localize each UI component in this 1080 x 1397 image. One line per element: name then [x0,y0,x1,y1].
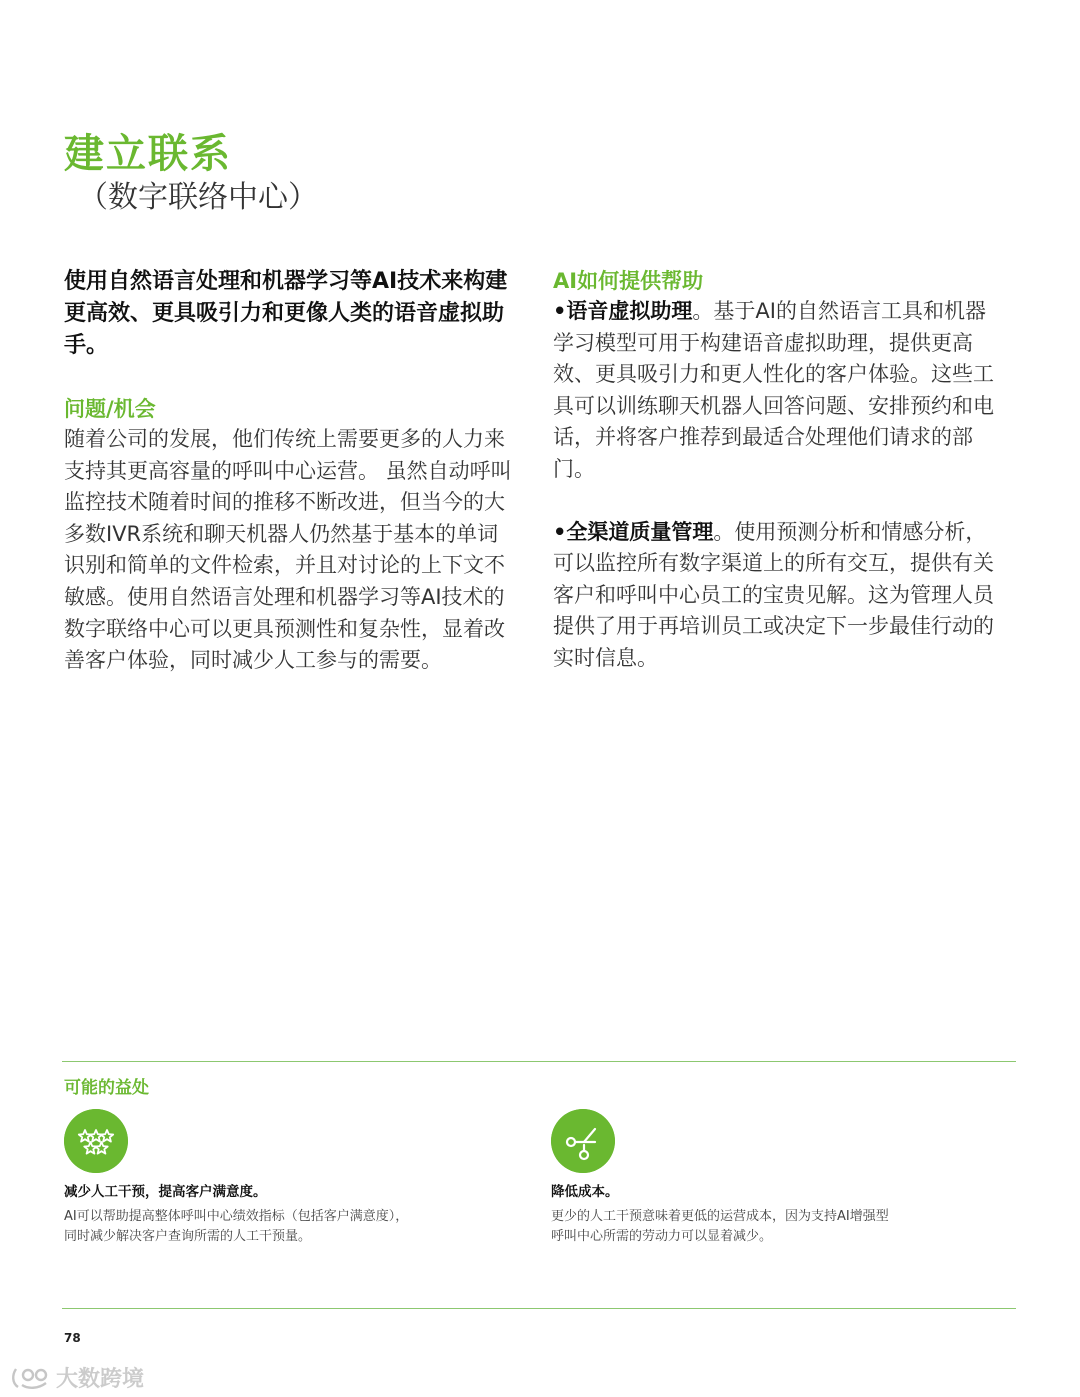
bullet-text: 。基于AI的自然语言工具和机器学习模型可用于构建语音虚拟助理，提供更高效、更具吸引力和更人性化的客户体验。这些工具可以训练聊天机器人回答问题、安排预约和电话，并将客户推荐到最适合处理他们请求的部门。 [553,299,994,481]
page-number: 78 [64,1331,81,1345]
bullet-title: •全渠道质量管理 [553,519,714,544]
divider-bottom [62,1308,1016,1309]
page-title: 建立联系 [64,131,232,177]
problem-heading: 问题/机会 [64,397,156,421]
divider-top [62,1061,1016,1062]
scissors-icon [551,1109,615,1173]
benefit-description [64,1207,524,1247]
page-subtitle: （数字联络中心） [78,180,318,215]
right-column [553,266,1003,675]
benefit-title: 降低成本。 [551,1184,619,1200]
bullet-title: •语音虚拟助理 [553,299,693,323]
bullet-quality-management [553,517,1003,675]
benefit-description [551,1207,1011,1247]
benefit-item [64,1109,524,1247]
benefit-item [551,1109,1011,1247]
benefit-desc-line: 同时减少解决客户查询所需的人工干预量。 [64,1229,312,1244]
bullet-voice-assistant [553,296,1003,486]
benefit-desc-line: 呼叫中心所需的劳动力可以显着减少。 [551,1229,773,1244]
benefits-heading: 可能的益处 [64,1078,149,1098]
benefit-title: 减少人工干预，提高客户满意度。 [64,1184,267,1200]
left-column [64,266,514,677]
stars-icon [64,1109,128,1173]
lead-paragraph: 使用自然语言处理和机器学习等AI技术来构建更高效、更具吸引力和更像人类的语音虚拟助手。 [64,269,508,358]
ai-help-heading: AI如何提供帮助 [553,269,704,293]
watermark-logo-icon [10,1365,52,1391]
problem-body: 随着公司的发展，他们传统上需要更多的人力来支持其更高容量的呼叫中心运营。 虽然自动呼叫监控技术随着时间的推移不断改进，但当今的大多数IVR系统和聊天机器人仍然基于基本的单词识别和简单的文件检索，并且对讨论的上下文不敏感。使用自然语言处理和机器学习等AI技术的数字联络中心可以更具预测性和复杂性，显着改善客户体验，同时减少人工参与的需要。 [64,427,512,673]
bullet-text: 。使用预测分析和情感分析，可以监控所有数字渠道上的所有交互，提供有关客户和呼叫中心员工的宝贵见解。这为管理人员提供了用于再培训员工或决定下一步最佳行动的实时信息。 [553,519,994,670]
watermark-text: 大数跨境 [56,1367,145,1392]
watermark [10,1362,144,1393]
benefit-desc-line: AI可以帮助提高整体呼叫中心绩效指标（包括客户满意度）， [64,1209,409,1224]
benefit-desc-line: 更少的人工干预意味着更低的运营成本，因为支持AI增强型 [551,1209,889,1224]
